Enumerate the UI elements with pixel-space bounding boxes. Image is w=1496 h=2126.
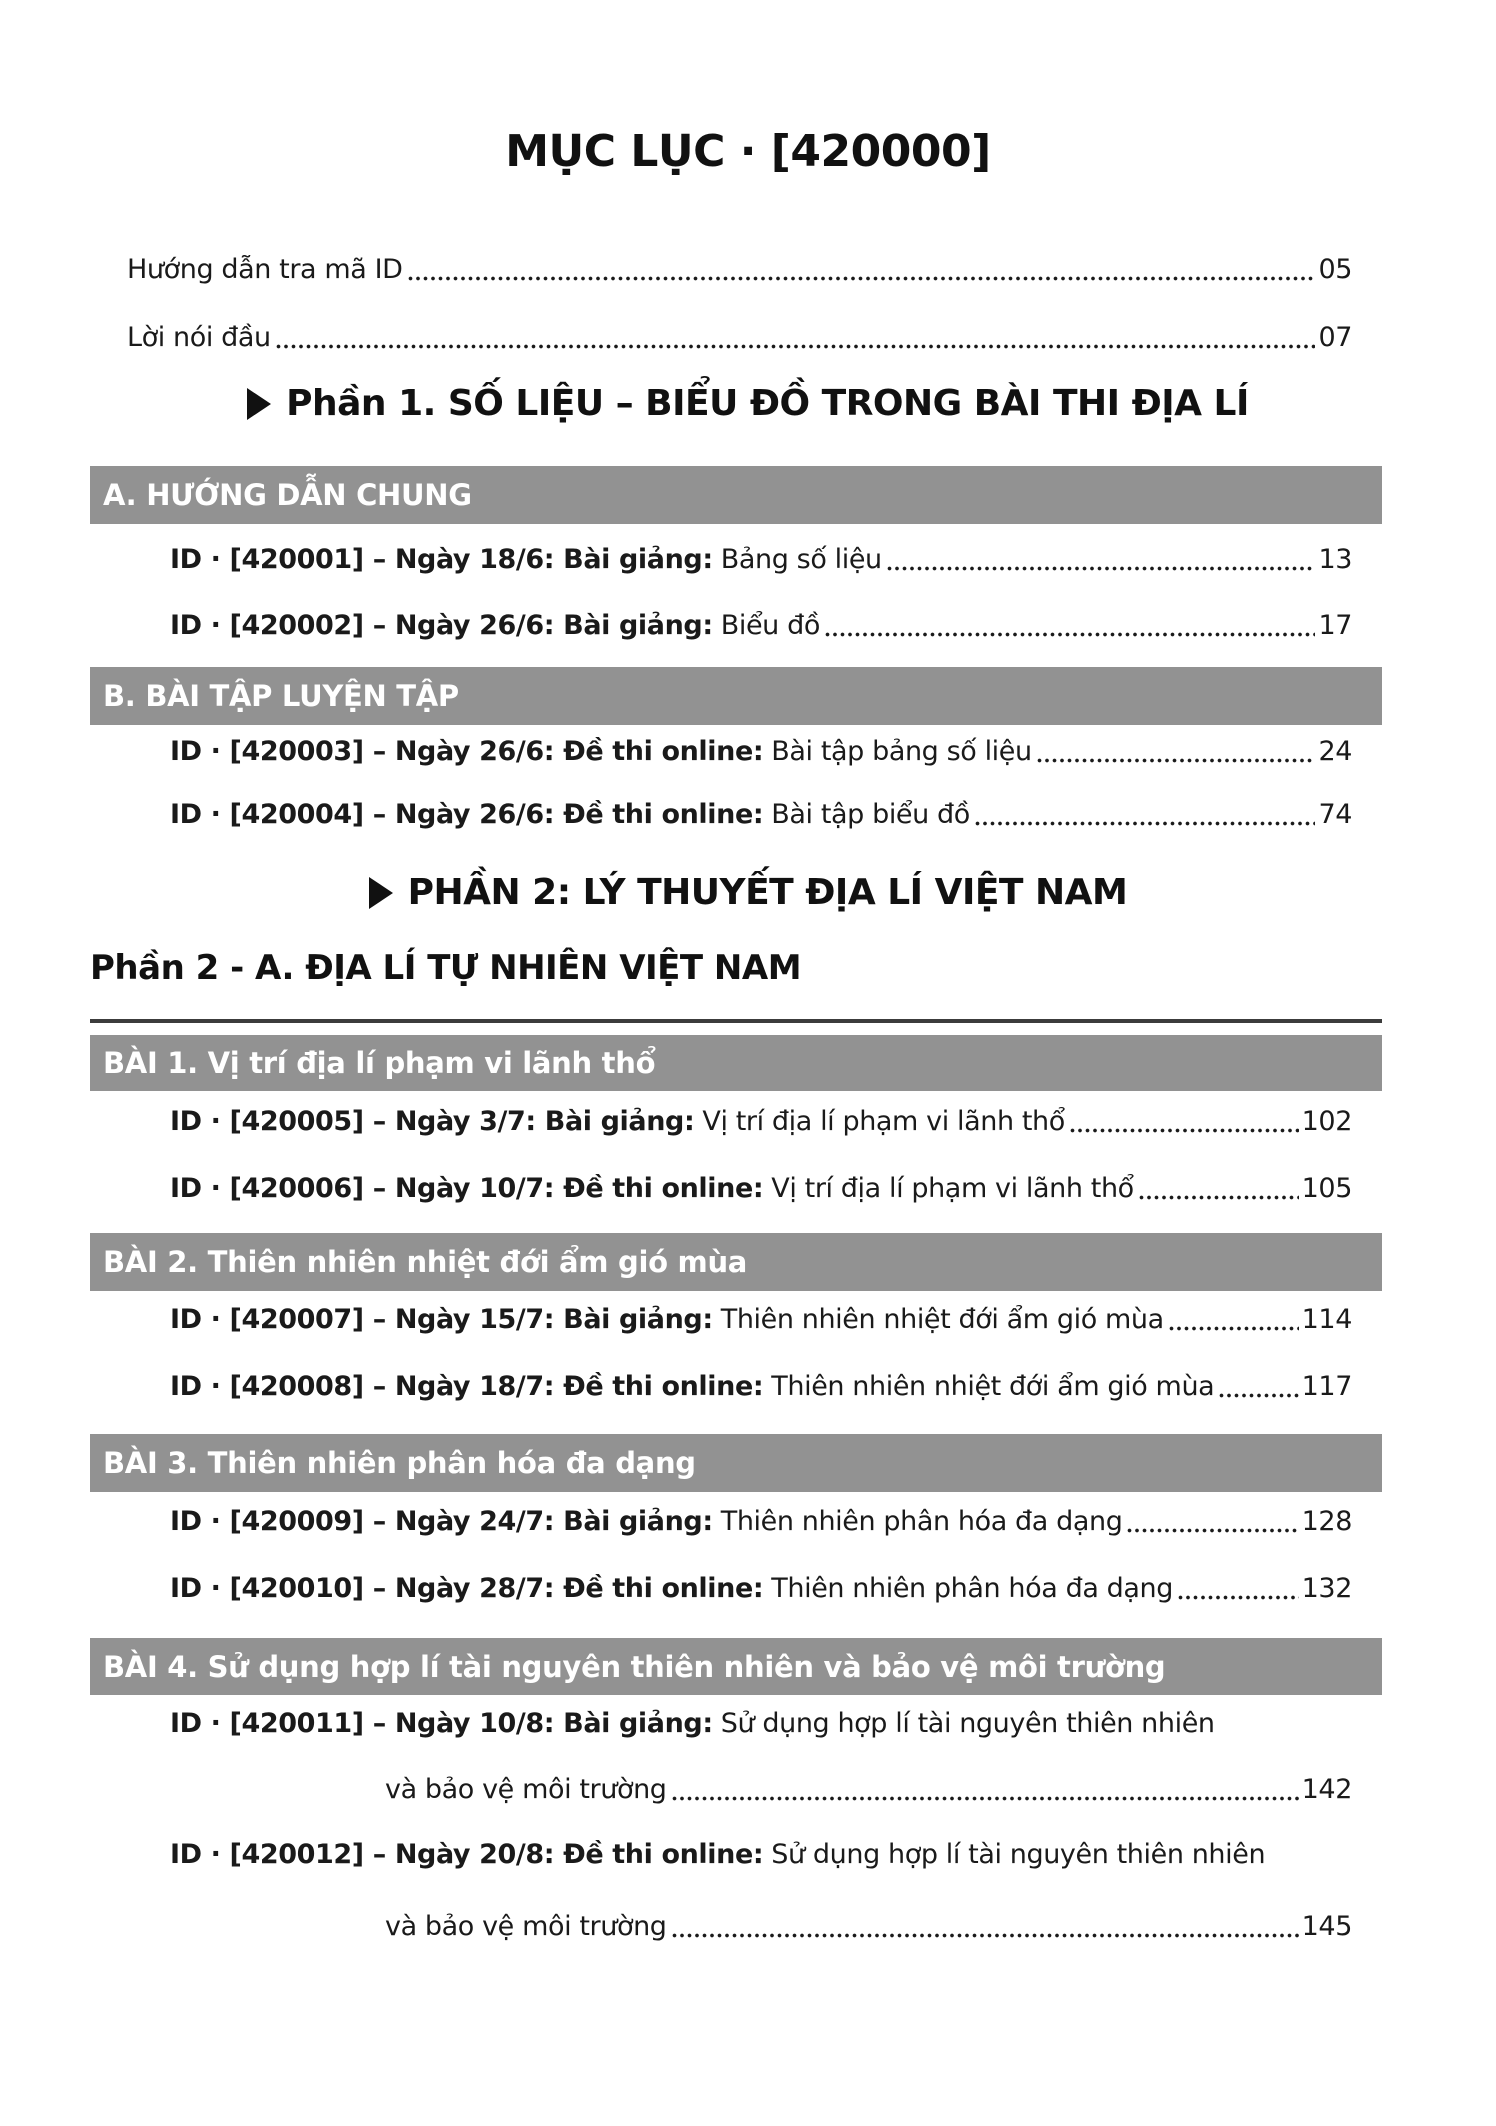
entry-title: Vị trí địa lí phạm vi lãnh thổ xyxy=(771,1173,1134,1204)
part2-heading-text: PHẦN 2: LÝ THUYẾT ĐỊA LÍ VIỆT NAM xyxy=(407,872,1128,913)
dot-leader xyxy=(276,344,1316,349)
section-header-bai3 xyxy=(90,1434,1382,1492)
entry-title: Thiên nhiên nhiệt đới ẩm gió mùa xyxy=(720,1304,1164,1335)
toc-entry-line1 xyxy=(170,1706,1352,1742)
toc-entry xyxy=(127,320,1352,356)
entry-title: Bảng số liệu xyxy=(720,544,882,575)
dot-leader xyxy=(1070,1128,1299,1133)
section-header-label: BÀI 1. Vị trí địa lí phạm vi lãnh thổ xyxy=(103,1046,656,1080)
triangle-bullet-icon xyxy=(247,388,271,420)
entry-id-label: ID · [420007] – Ngày 15/7: Bài giảng: xyxy=(170,1304,713,1335)
horizontal-rule xyxy=(90,1019,1382,1023)
entry-title: Thiên nhiên phân hóa đa dạng xyxy=(771,1573,1173,1604)
entry-id-label: ID · [420010] – Ngày 28/7: Đề thi online: xyxy=(170,1573,764,1604)
dot-leader xyxy=(1127,1528,1298,1533)
section-header-bai1 xyxy=(90,1035,1382,1091)
section-header-label: B. BÀI TẬP LUYỆN TẬP xyxy=(103,679,459,713)
part2a-subheading: Phần 2 - A. ĐỊA LÍ TỰ NHIÊN VIỆT NAM xyxy=(90,948,802,988)
toc-entry xyxy=(170,542,1352,578)
page-number: 07 xyxy=(1318,322,1352,353)
toc-entry xyxy=(170,1369,1352,1405)
entry-title: Vị trí địa lí phạm vi lãnh thổ xyxy=(702,1106,1065,1137)
section-header-label: BÀI 3. Thiên nhiên phân hóa đa dạng xyxy=(103,1446,696,1480)
entry-title: Biểu đồ xyxy=(720,610,820,641)
entry-title: Sử dụng hợp lí tài nguyên thiên nhiên xyxy=(720,1708,1215,1739)
entry-title: Bài tập bảng số liệu xyxy=(771,736,1032,767)
entry-id-label: ID · [420012] – Ngày 20/8: Đề thi online: xyxy=(170,1839,764,1870)
section-header-b xyxy=(90,667,1382,725)
toc-entry xyxy=(170,797,1352,833)
part1-heading xyxy=(0,383,1496,424)
entry-id-label: ID · [420009] – Ngày 24/7: Bài giảng: xyxy=(170,1506,713,1537)
toc-entry xyxy=(127,252,1352,288)
dot-leader xyxy=(408,276,1316,281)
entry-title: Thiên nhiên phân hóa đa dạng xyxy=(720,1506,1123,1537)
entry-id-label: ID · [420006] – Ngày 10/7: Đề thi online: xyxy=(170,1173,764,1204)
toc-entry-line1 xyxy=(170,1837,1352,1873)
entry-id-label: ID · [420005] – Ngày 3/7: Bài giảng: xyxy=(170,1106,695,1137)
page-number: 142 xyxy=(1301,1774,1352,1805)
dot-leader xyxy=(1139,1195,1299,1200)
entry-id-label: ID · [420011] – Ngày 10/8: Bài giảng: xyxy=(170,1708,713,1739)
toc-entry xyxy=(170,734,1352,770)
toc-entry xyxy=(170,1302,1352,1338)
section-header-label: A. HƯỚNG DẪN CHUNG xyxy=(103,478,472,512)
page-number: 74 xyxy=(1318,799,1352,830)
entry-title: Bài tập biểu đồ xyxy=(771,799,970,830)
entry-id-label: ID · [420003] – Ngày 26/6: Đề thi online: xyxy=(170,736,764,767)
entry-title-continuation: và bảo vệ môi trường xyxy=(385,1774,667,1805)
section-header-bai2 xyxy=(90,1233,1382,1291)
page-number: 128 xyxy=(1301,1506,1352,1537)
dot-leader xyxy=(1219,1393,1298,1398)
dot-leader xyxy=(887,566,1316,571)
toc-entry xyxy=(170,1171,1352,1207)
toc-entry-line2 xyxy=(385,1772,1352,1808)
toc-entry xyxy=(170,1571,1352,1607)
page-number: 24 xyxy=(1318,736,1352,767)
page-number: 05 xyxy=(1318,254,1352,285)
dot-leader xyxy=(1178,1595,1299,1600)
toc-entry-line2 xyxy=(385,1909,1352,1945)
entry-id-label: ID · [420008] – Ngày 18/7: Đề thi online: xyxy=(170,1371,764,1402)
dot-leader xyxy=(672,1933,1299,1938)
dot-leader xyxy=(672,1796,1299,1801)
entry-id-label: ID · [420002] – Ngày 26/6: Bài giảng: xyxy=(170,610,713,641)
page-number: 114 xyxy=(1301,1304,1352,1335)
page-number: 13 xyxy=(1318,544,1352,575)
page-number: 117 xyxy=(1301,1371,1352,1402)
part1-heading-text: Phần 1. SỐ LIỆU – BIỂU ĐỒ TRONG BÀI THI ĐỊA LÍ xyxy=(286,383,1249,424)
entry-id-label: ID · [420001] – Ngày 18/6: Bài giảng: xyxy=(170,544,713,575)
dot-leader xyxy=(825,632,1315,637)
dot-leader xyxy=(975,821,1316,826)
entry-title: Thiên nhiên nhiệt đới ẩm gió mùa xyxy=(771,1371,1215,1402)
entry-title-continuation: và bảo vệ môi trường xyxy=(385,1911,667,1942)
section-header-label: BÀI 4. Sử dụng hợp lí tài nguyên thiên nhiên và bảo vệ môi trường xyxy=(103,1649,1166,1684)
toc-entry xyxy=(170,1504,1352,1540)
page-number: 17 xyxy=(1318,610,1352,641)
entry-title: Hướng dẫn tra mã ID xyxy=(127,254,403,285)
entry-title: Lời nói đầu xyxy=(127,322,271,353)
triangle-bullet-icon xyxy=(369,877,393,909)
part2-heading xyxy=(0,872,1496,913)
entry-title: Sử dụng hợp lí tài nguyên thiên nhiên xyxy=(771,1839,1266,1870)
page-number: 105 xyxy=(1301,1173,1352,1204)
page-title: MỤC LỤC · [420000] xyxy=(505,126,991,177)
dot-leader xyxy=(1169,1326,1299,1331)
page-number: 145 xyxy=(1301,1911,1352,1942)
dot-leader xyxy=(1037,758,1316,763)
section-header-bai4 xyxy=(90,1638,1382,1695)
page-number: 132 xyxy=(1301,1573,1352,1604)
toc-entry xyxy=(170,608,1352,644)
toc-entry xyxy=(170,1104,1352,1140)
section-header-a xyxy=(90,466,1382,524)
page-number: 102 xyxy=(1301,1106,1352,1137)
section-header-label: BÀI 2. Thiên nhiên nhiệt đới ẩm gió mùa xyxy=(103,1245,748,1279)
entry-id-label: ID · [420004] – Ngày 26/6: Đề thi online: xyxy=(170,799,764,830)
